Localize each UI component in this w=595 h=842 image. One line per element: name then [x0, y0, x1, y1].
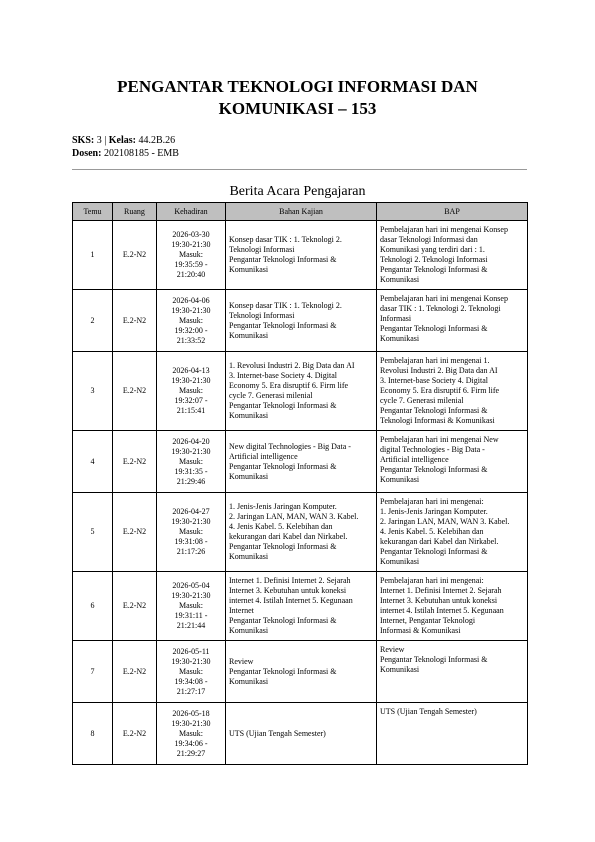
cell-bahan-kajian — [226, 290, 377, 352]
bahan-kajian-line: 2. Jaringan LAN, MAN, WAN 3. Kabel. — [229, 512, 359, 521]
course-title-line2: KOMUNIKASI – 153 — [218, 99, 377, 118]
course-meta-line1: SKS: 3 | Kelas: 44.2B.26 — [72, 135, 176, 146]
cell-kehadiran — [157, 493, 226, 572]
kehadiran-line: 19:35:59 - — [174, 260, 208, 269]
bap-line: Komunikasi — [380, 665, 420, 674]
cell-kehadiran — [157, 221, 226, 290]
kehadiran-line: 19:31:35 - — [174, 466, 208, 476]
cell-bap — [377, 431, 528, 493]
kehadiran-line: 2026-05-18 — [172, 708, 210, 718]
kelas-label: Kelas: — [108, 135, 136, 146]
header-ruang: Ruang — [113, 203, 157, 221]
bahan-kajian-line: Komunikasi — [229, 676, 269, 686]
bahan-kajian-line: Konsep dasar TIK : 1. Teknologi 2. — [229, 300, 342, 310]
header-bahan-kajian: Bahan Kajian — [226, 203, 377, 221]
bahan-kajian-line: Pengantar Teknologi Informasi & — [229, 401, 337, 410]
bahan-kajian-line: Konsep dasar TIK : 1. Teknologi 2. — [229, 235, 342, 244]
bahan-kajian-line: Komunikasi — [229, 552, 269, 561]
bahan-kajian-line: Pengantar Teknologi Informasi & — [229, 255, 337, 264]
bap-line: Komunikasi yang terdiri dari : 1. — [380, 245, 485, 254]
cell-bap — [377, 221, 528, 290]
bap-line: Pembelajaran hari ini mengenai New — [380, 435, 499, 444]
kehadiran-line: 19:30-21:30 — [171, 656, 211, 666]
bap-line: Komunikasi — [380, 275, 420, 284]
cell-bap — [377, 572, 528, 641]
kehadiran-line: 19:30-21:30 — [171, 240, 211, 249]
bahan-kajian-line: cycle 7. Generasi milenial — [229, 391, 313, 400]
kehadiran-line: 2026-04-06 — [172, 295, 210, 305]
table-row — [73, 572, 528, 641]
cell-ruang: E.2-N2 — [113, 352, 157, 431]
cell-temu: 3 — [73, 352, 113, 431]
cell-bahan-kajian — [226, 703, 377, 765]
bap-line: Review — [380, 645, 405, 654]
bap-line: UTS (Ujian Tengah Semester) — [380, 707, 477, 716]
bap-line: Revolusi Industri 2. Big Data dan AI — [380, 366, 498, 375]
kehadiran-line: 21:15:41 — [176, 406, 206, 415]
sks-label: SKS: — [72, 135, 95, 146]
bap-line: Pembelajaran hari ini mengenai 1. — [380, 356, 490, 365]
bap-line: 4. Jenis Kabel. 5. Kelebihan dan — [380, 527, 484, 536]
kehadiran-line: Masuk: — [179, 250, 203, 259]
bahan-kajian-line: Review — [229, 656, 254, 666]
kehadiran-line: 19:30-21:30 — [171, 591, 211, 600]
kehadiran-line: 21:33:52 — [176, 335, 206, 345]
bap-line: Internet 3. Kebutuhan untuk koneksi — [380, 596, 498, 605]
cell-bahan-kajian — [226, 352, 377, 431]
course-title — [60, 76, 535, 120]
bahan-kajian-line: New digital Technologies - Big Data - — [229, 441, 351, 451]
table-row — [73, 431, 528, 493]
bap-line: Komunikasi — [380, 334, 420, 343]
bahan-kajian-line: Internet 3. Kebutuhan untuk koneksi — [229, 586, 347, 595]
bahan-kajian-line: Pengantar Teknologi Informasi & — [229, 542, 337, 551]
header-temu: Temu — [73, 203, 113, 221]
bap-line: Pengantar Teknologi Informasi & — [380, 406, 488, 415]
cell-kehadiran — [157, 431, 226, 493]
bahan-kajian-line: Teknologi Informasi — [229, 310, 295, 320]
bap-line: Artificial intelligence — [380, 455, 449, 464]
bahan-kajian-line: Economy 5. Era disruptif 6. Firm life — [229, 381, 349, 390]
cell-ruang: E.2-N2 — [113, 290, 157, 352]
cell-bahan-kajian — [226, 431, 377, 493]
bap-line: 3. Internet-base Society 4. Digital — [380, 376, 488, 385]
kehadiran-line: Masuk: — [179, 601, 203, 610]
cell-temu: 4 — [73, 431, 113, 493]
cell-ruang: E.2-N2 — [113, 221, 157, 290]
bahan-kajian-line: Pengantar Teknologi Informasi & — [229, 320, 337, 330]
cell-bap — [377, 703, 528, 765]
bap-line: 2. Jaringan LAN, MAN, WAN 3. Kabel. — [380, 517, 510, 526]
bap-line: digital Technologies - Big Data - — [380, 445, 485, 454]
bahan-kajian-line: Artificial intelligence — [229, 451, 298, 461]
cell-ruang: E.2-N2 — [113, 572, 157, 641]
kehadiran-line: 2026-04-27 — [172, 507, 210, 516]
cell-temu: 8 — [73, 703, 113, 765]
cell-kehadiran — [157, 703, 226, 765]
sks-value: 3 — [96, 135, 102, 146]
kehadiran-line: 21:20:40 — [176, 270, 206, 279]
dosen-label: Dosen: — [72, 148, 102, 159]
kehadiran-line: 19:30-21:30 — [171, 517, 211, 526]
bahan-kajian-line: 3. Internet-base Society 4. Digital — [229, 371, 337, 380]
cell-temu: 1 — [73, 221, 113, 290]
cell-bahan-kajian — [226, 493, 377, 572]
cell-temu: 7 — [73, 641, 113, 703]
kehadiran-line: 21:29:46 — [176, 476, 206, 486]
bahan-kajian-line: Pengantar Teknologi Informasi & — [229, 616, 337, 625]
course-title-line1: PENGANTAR TEKNOLOGI INFORMASI DAN — [117, 77, 478, 96]
bahan-kajian-line: Pengantar Teknologi Informasi & — [229, 461, 337, 471]
cell-bap — [377, 290, 528, 352]
bahan-kajian-line: Komunikasi — [229, 330, 269, 340]
bahan-kajian-line: Komunikasi — [229, 471, 269, 481]
kehadiran-line: 19:31:11 - — [174, 611, 208, 620]
kehadiran-line: 19:34:06 - — [174, 738, 208, 748]
cell-ruang: E.2-N2 — [113, 641, 157, 703]
bahan-kajian-line: Pengantar Teknologi Informasi & — [229, 666, 337, 676]
kehadiran-line: Masuk: — [179, 666, 203, 676]
bap-line: Pembelajaran hari ini mengenai: — [380, 576, 484, 585]
section-title: Berita Acara Pengajaran — [229, 184, 366, 199]
kehadiran-line: 19:30-21:30 — [171, 376, 211, 385]
bahan-kajian-line: Komunikasi — [229, 411, 269, 420]
kehadiran-line: 19:32:00 - — [174, 325, 208, 335]
cell-kehadiran — [157, 572, 226, 641]
bahan-kajian-line: 1. Revolusi Industri 2. Big Data dan AI — [229, 361, 355, 370]
kehadiran-line: 2026-04-13 — [172, 366, 210, 375]
table-header-row — [73, 203, 528, 221]
bap-line: Economy 5. Era disruptif 6. Firm life — [380, 386, 500, 395]
bap-line: Pengantar Teknologi Informasi & — [380, 265, 488, 274]
kelas-value: 44.2B.26 — [138, 135, 176, 146]
kehadiran-line: 2026-03-30 — [172, 230, 210, 239]
table-row — [73, 493, 528, 572]
bap-line: cycle 7. Generasi milenial — [380, 396, 464, 405]
bap-line: dasar Teknologi Informasi dan — [380, 235, 478, 244]
table-row — [73, 703, 528, 765]
table-row — [73, 352, 528, 431]
bap-line: Pembelajaran hari ini mengenai: — [380, 497, 484, 506]
bap-line: Internet 1. Definisi Internet 2. Sejarah — [380, 586, 502, 595]
bap-line: Informasi & Komunikasi — [380, 626, 461, 635]
table-row — [73, 221, 528, 290]
cell-ruang: E.2-N2 — [113, 431, 157, 493]
kehadiran-line: 19:31:08 - — [174, 537, 208, 546]
kehadiran-line: 21:21:44 — [176, 621, 206, 630]
bahan-kajian-line: Komunikasi — [229, 626, 269, 635]
cell-temu: 2 — [73, 290, 113, 352]
bahan-kajian-line: internet 4. Istilah Internet 5. Kegunaan — [229, 596, 353, 605]
bap-line: Pembelajaran hari ini mengenai Konsep — [380, 294, 508, 303]
bap-line: internet 4. Istilah Internet 5. Kegunaan — [380, 606, 504, 615]
bap-line: Teknologi Informasi & Komunikasi — [380, 416, 495, 425]
kehadiran-line: 19:30-21:30 — [171, 446, 211, 456]
kehadiran-line: Masuk: — [179, 527, 203, 536]
divider — [72, 169, 527, 170]
kehadiran-line: 19:30-21:30 — [171, 718, 211, 728]
cell-bahan-kajian — [226, 572, 377, 641]
bap-line: Pengantar Teknologi Informasi & — [380, 465, 488, 474]
bap-line: Pengantar Teknologi Informasi & — [380, 324, 488, 333]
cell-kehadiran — [157, 641, 226, 703]
kehadiran-line: Masuk: — [179, 728, 203, 738]
header-bap: BAP — [377, 203, 528, 221]
bap-line: Komunikasi — [380, 557, 420, 566]
bap-line: Komunikasi — [380, 475, 420, 484]
kehadiran-line: 19:32:07 - — [174, 396, 208, 405]
bap-line: Internet, Pengantar Teknologi — [380, 616, 476, 625]
bap-line: Informasi — [380, 314, 412, 323]
bap-line: kekurangan dari Kabel dan Nirkabel. — [380, 537, 499, 546]
cell-ruang: E.2-N2 — [113, 493, 157, 572]
table-row — [73, 290, 528, 352]
table-row — [73, 641, 528, 703]
cell-bahan-kajian — [226, 221, 377, 290]
bahan-kajian-line: Internet — [229, 606, 254, 615]
bap-table — [72, 202, 528, 765]
kehadiran-line: 19:34:08 - — [174, 676, 208, 686]
kehadiran-line: 2026-04-20 — [172, 436, 210, 446]
cell-temu: 6 — [73, 572, 113, 641]
kehadiran-line: 2026-05-11 — [172, 646, 210, 656]
bahan-kajian-line: kekurangan dari Kabel dan Nirkabel. — [229, 532, 348, 541]
header-kehadiran: Kehadiran — [157, 203, 226, 221]
dosen-value: 202108185 - EMB — [103, 148, 179, 159]
cell-bap — [377, 352, 528, 431]
kehadiran-line: 21:29:27 — [176, 748, 206, 758]
cell-kehadiran — [157, 352, 226, 431]
bahan-kajian-line: 4. Jenis Kabel. 5. Kelebihan dan — [229, 522, 333, 531]
kehadiran-line: Masuk: — [179, 386, 203, 395]
kehadiran-line: 2026-05-04 — [172, 581, 210, 590]
bahan-kajian-line: UTS (Ujian Tengah Semester) — [229, 728, 326, 738]
cell-ruang: E.2-N2 — [113, 703, 157, 765]
kehadiran-line: 19:30-21:30 — [171, 305, 211, 315]
cell-bahan-kajian — [226, 641, 377, 703]
bap-line: Pembelajaran hari ini mengenai Konsep — [380, 225, 508, 234]
kehadiran-line: 21:17:26 — [176, 547, 206, 556]
kehadiran-line: Masuk: — [179, 315, 203, 325]
bap-line: 1. Jenis-Jenis Jaringan Komputer. — [380, 507, 488, 516]
cell-temu: 5 — [73, 493, 113, 572]
bap-line: dasar TIK : 1. Teknologi 2. Teknologi — [380, 304, 501, 313]
bahan-kajian-line: Internet 1. Definisi Internet 2. Sejarah — [229, 576, 351, 585]
kehadiran-line: 21:27:17 — [176, 686, 206, 696]
bap-line: Pengantar Teknologi Informasi & — [380, 547, 488, 556]
bap-line: Pengantar Teknologi Informasi & — [380, 655, 488, 664]
bahan-kajian-line: Komunikasi — [229, 265, 269, 274]
bahan-kajian-line: Teknologi Informasi — [229, 245, 295, 254]
course-meta-line2 — [72, 148, 179, 159]
kehadiran-line: Masuk: — [179, 456, 203, 466]
cell-bap — [377, 641, 528, 703]
cell-bap — [377, 493, 528, 572]
bap-line: Teknologi 2. Teknologi Informasi — [380, 255, 488, 264]
bahan-kajian-line: 1. Jenis-Jenis Jaringan Komputer. — [229, 502, 337, 511]
cell-kehadiran — [157, 290, 226, 352]
